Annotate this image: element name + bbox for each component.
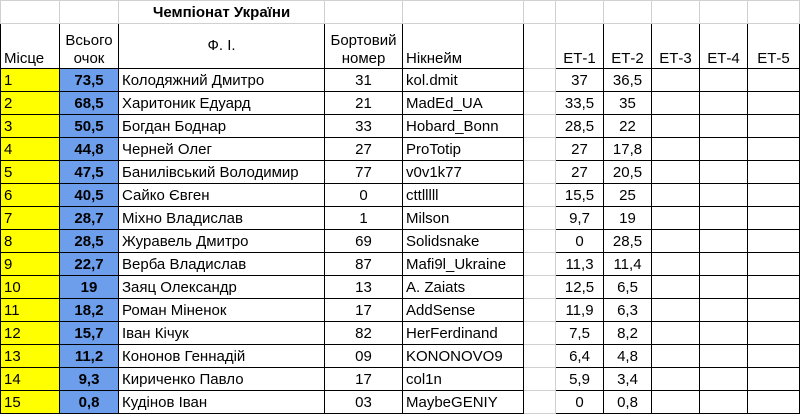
et3-cell[interactable] [652,138,700,161]
et5-cell[interactable] [748,391,800,414]
name-cell[interactable]: Кононов Геннадій [119,345,325,368]
number-cell[interactable]: 1 [325,207,403,230]
cell[interactable] [524,1,556,24]
table-row [1,115,800,138]
et4-cell[interactable] [700,345,748,368]
cell[interactable] [652,1,700,24]
name-cell[interactable]: Кириченко Павло [119,368,325,391]
nickname-cell[interactable]: Solidsnake [403,230,524,253]
place-cell[interactable]: 11 [1,299,60,322]
name-cell[interactable]: Міхно Владислав [119,207,325,230]
nickname-cell[interactable]: Mafi9l_Ukraine [403,253,524,276]
name-cell[interactable]: Сайко Євген [119,184,325,207]
et4-cell[interactable] [700,115,748,138]
et4-cell[interactable] [700,253,748,276]
et5-cell[interactable] [748,184,800,207]
et5-cell[interactable] [748,115,800,138]
place-cell[interactable]: 6 [1,184,60,207]
et3-cell[interactable] [652,368,700,391]
name-cell[interactable]: Заяц Олександр [119,276,325,299]
table-row [1,230,800,253]
points-cell[interactable]: 40,5 [60,184,119,207]
number-cell[interactable]: 69 [325,230,403,253]
points-cell[interactable]: 28,7 [60,207,119,230]
sheet-title[interactable]: Чемпіонат України [119,1,325,24]
points-cell[interactable]: 18,2 [60,299,119,322]
et4-cell[interactable] [700,322,748,345]
points-cell[interactable]: 28,5 [60,230,119,253]
et1-cell[interactable]: 15,5 [556,184,604,207]
et2-cell[interactable]: 25 [604,184,652,207]
et4-cell[interactable] [700,138,748,161]
nickname-cell[interactable]: MadEd_UA [403,92,524,115]
et1-cell[interactable]: 28,5 [556,115,604,138]
et4-cell[interactable] [700,299,748,322]
table-row [1,69,800,92]
et4-cell[interactable] [700,276,748,299]
et2-cell[interactable]: 22 [604,115,652,138]
number-cell[interactable]: 77 [325,161,403,184]
points-cell[interactable]: 15,7 [60,322,119,345]
number-cell[interactable]: 0 [325,184,403,207]
nickname-cell[interactable]: kol.dmit [403,69,524,92]
number-cell[interactable]: 82 [325,322,403,345]
et3-cell[interactable] [652,345,700,368]
place-cell[interactable]: 1 [1,69,60,92]
et5-cell[interactable] [748,207,800,230]
et1-cell[interactable]: 27 [556,161,604,184]
spacer-cell[interactable] [524,368,556,391]
table-row [1,391,800,414]
table-row [1,161,800,184]
et3-cell[interactable] [652,299,700,322]
et4-cell[interactable] [700,161,748,184]
header-place[interactable]: Місце [1,24,60,69]
et5-cell[interactable] [748,276,800,299]
et4-cell[interactable] [700,391,748,414]
et1-cell[interactable]: 0 [556,230,604,253]
table-row [1,368,800,391]
table-row [1,184,800,207]
number-cell[interactable]: 21 [325,92,403,115]
cell[interactable] [604,1,652,24]
spacer-cell[interactable] [524,161,556,184]
points-cell[interactable]: 73,5 [60,69,119,92]
points-cell[interactable]: 11,2 [60,345,119,368]
header-points-line1: Всього [65,32,113,49]
et3-cell[interactable] [652,184,700,207]
cell[interactable] [325,1,403,24]
spacer-cell[interactable] [524,322,556,345]
number-cell[interactable]: 31 [325,69,403,92]
et3-cell[interactable] [652,391,700,414]
et5-cell[interactable] [748,230,800,253]
points-cell[interactable]: 47,5 [60,161,119,184]
nickname-cell[interactable]: col1n [403,368,524,391]
et2-cell[interactable]: 17,8 [604,138,652,161]
header-nickname[interactable]: Нікнейм [403,24,524,69]
et1-cell[interactable]: 0 [556,391,604,414]
spacer-cell[interactable] [524,69,556,92]
et2-cell[interactable]: 3,4 [604,368,652,391]
number-cell[interactable]: 13 [325,276,403,299]
place-cell[interactable]: 14 [1,368,60,391]
number-cell[interactable]: 27 [325,138,403,161]
et1-cell[interactable]: 12,5 [556,276,604,299]
et2-cell[interactable]: 4,8 [604,345,652,368]
nickname-cell[interactable]: HerFerdinand [403,322,524,345]
table-row [1,345,800,368]
header-number-line2: номер [341,50,386,67]
table-row [1,299,800,322]
et2-cell[interactable]: 11,4 [604,253,652,276]
spacer-cell[interactable] [524,345,556,368]
et3-cell[interactable] [652,276,700,299]
nickname-cell[interactable]: A. Zaiats [403,276,524,299]
et1-cell[interactable]: 37 [556,69,604,92]
cell[interactable] [1,1,60,24]
et3-cell[interactable] [652,207,700,230]
et3-cell[interactable] [652,92,700,115]
et5-cell[interactable] [748,322,800,345]
spacer-cell[interactable] [524,207,556,230]
table-row [1,207,800,230]
et4-cell[interactable] [700,207,748,230]
et1-cell[interactable]: 9,7 [556,207,604,230]
header-number-line1: Бортовий [330,32,397,49]
place-cell[interactable]: 7 [1,207,60,230]
spacer-cell[interactable] [524,391,556,414]
et4-cell[interactable] [700,69,748,92]
cell[interactable] [700,1,748,24]
et1-cell[interactable]: 5,9 [556,368,604,391]
spacer-cell[interactable] [524,276,556,299]
points-cell[interactable]: 50,5 [60,115,119,138]
points-cell[interactable]: 19 [60,276,119,299]
et2-cell[interactable]: 19 [604,207,652,230]
name-cell[interactable]: Роман Міненок [119,299,325,322]
place-cell[interactable]: 3 [1,115,60,138]
et5-cell[interactable] [748,253,800,276]
number-cell[interactable]: 17 [325,368,403,391]
place-cell[interactable]: 5 [1,161,60,184]
cell[interactable] [403,1,524,24]
place-cell[interactable]: 8 [1,230,60,253]
et3-cell[interactable] [652,115,700,138]
header-et1[interactable]: ЕТ-1 [556,24,604,69]
name-cell[interactable]: Журавель Дмитро [119,230,325,253]
place-cell[interactable]: 13 [1,345,60,368]
name-cell[interactable]: Кудінов Іван [119,391,325,414]
place-cell[interactable]: 4 [1,138,60,161]
table-row [1,253,800,276]
spacer-cell[interactable] [524,138,556,161]
et3-cell[interactable] [652,322,700,345]
et5-cell[interactable] [748,368,800,391]
spacer-cell[interactable] [524,115,556,138]
number-cell[interactable]: 17 [325,299,403,322]
spacer-cell[interactable] [524,92,556,115]
spacer-cell[interactable] [524,299,556,322]
points-cell[interactable]: 0,8 [60,391,119,414]
et5-cell[interactable] [748,299,800,322]
et1-cell[interactable]: 33,5 [556,92,604,115]
place-cell[interactable]: 2 [1,92,60,115]
et1-cell[interactable]: 27 [556,138,604,161]
points-cell[interactable]: 22,7 [60,253,119,276]
et3-cell[interactable] [652,69,700,92]
nickname-cell[interactable]: KONONOVO9 [403,345,524,368]
nickname-cell[interactable]: Milson [403,207,524,230]
nickname-cell[interactable]: MaybeGENIY [403,391,524,414]
header-et3[interactable]: ЕТ-3 [652,24,700,69]
et1-cell[interactable]: 6,4 [556,345,604,368]
spacer-cell[interactable] [524,24,556,69]
name-cell[interactable]: Харитоник Едуард [119,92,325,115]
et3-cell[interactable] [652,230,700,253]
et1-cell[interactable]: 11,3 [556,253,604,276]
et4-cell[interactable] [700,230,748,253]
header-name[interactable]: Ф. І. [119,24,325,69]
table-row [1,322,800,345]
number-cell[interactable]: 03 [325,391,403,414]
cell[interactable] [60,1,119,24]
name-cell[interactable]: Колодяжний Дмитро [119,69,325,92]
et2-cell[interactable]: 0,8 [604,391,652,414]
place-cell[interactable]: 15 [1,391,60,414]
name-cell[interactable]: Богдан Боднар [119,115,325,138]
number-cell[interactable]: 33 [325,115,403,138]
header-points[interactable] [60,24,119,69]
points-cell[interactable]: 9,3 [60,368,119,391]
points-cell[interactable]: 44,8 [60,138,119,161]
et1-cell[interactable]: 11,9 [556,299,604,322]
cell[interactable] [556,1,604,24]
et3-cell[interactable] [652,161,700,184]
et2-cell[interactable]: 20,5 [604,161,652,184]
table-row [1,138,800,161]
et2-cell[interactable]: 35 [604,92,652,115]
et2-cell[interactable]: 6,5 [604,276,652,299]
cell[interactable] [748,1,800,24]
et5-cell[interactable] [748,345,800,368]
spacer-cell[interactable] [524,230,556,253]
et5-cell[interactable] [748,161,800,184]
number-cell[interactable]: 09 [325,345,403,368]
nickname-cell[interactable]: v0v1k77 [403,161,524,184]
et1-cell[interactable]: 7,5 [556,322,604,345]
et4-cell[interactable] [700,368,748,391]
nickname-cell[interactable]: ProTotip [403,138,524,161]
et5-cell[interactable] [748,69,800,92]
spacer-cell[interactable] [524,253,556,276]
et2-cell[interactable]: 36,5 [604,69,652,92]
nickname-cell[interactable]: AddSense [403,299,524,322]
points-cell[interactable]: 68,5 [60,92,119,115]
et4-cell[interactable] [700,184,748,207]
table-row [1,276,800,299]
et3-cell[interactable] [652,253,700,276]
name-cell[interactable]: Іван Кічук [119,322,325,345]
nickname-cell[interactable]: Hobard_Bonn [403,115,524,138]
header-et4[interactable]: ЕТ-4 [700,24,748,69]
et2-cell[interactable]: 6,3 [604,299,652,322]
name-cell[interactable]: Банилівський Володимир [119,161,325,184]
spacer-cell[interactable] [524,184,556,207]
header-number[interactable] [325,24,403,69]
place-cell[interactable]: 10 [1,276,60,299]
number-cell[interactable]: 87 [325,253,403,276]
nickname-cell[interactable]: cttlllll [403,184,524,207]
header-et5[interactable]: ЕТ-5 [748,24,800,69]
et2-cell[interactable]: 8,2 [604,322,652,345]
place-cell[interactable]: 12 [1,322,60,345]
et2-cell[interactable]: 28,5 [604,230,652,253]
header-points-line2: очок [73,50,105,67]
name-cell[interactable]: Верба Владислав [119,253,325,276]
place-cell[interactable]: 9 [1,253,60,276]
header-et2[interactable]: ЕТ-2 [604,24,652,69]
table-row [1,92,800,115]
et5-cell[interactable] [748,92,800,115]
et5-cell[interactable] [748,138,800,161]
et4-cell[interactable] [700,92,748,115]
name-cell[interactable]: Черней Олег [119,138,325,161]
